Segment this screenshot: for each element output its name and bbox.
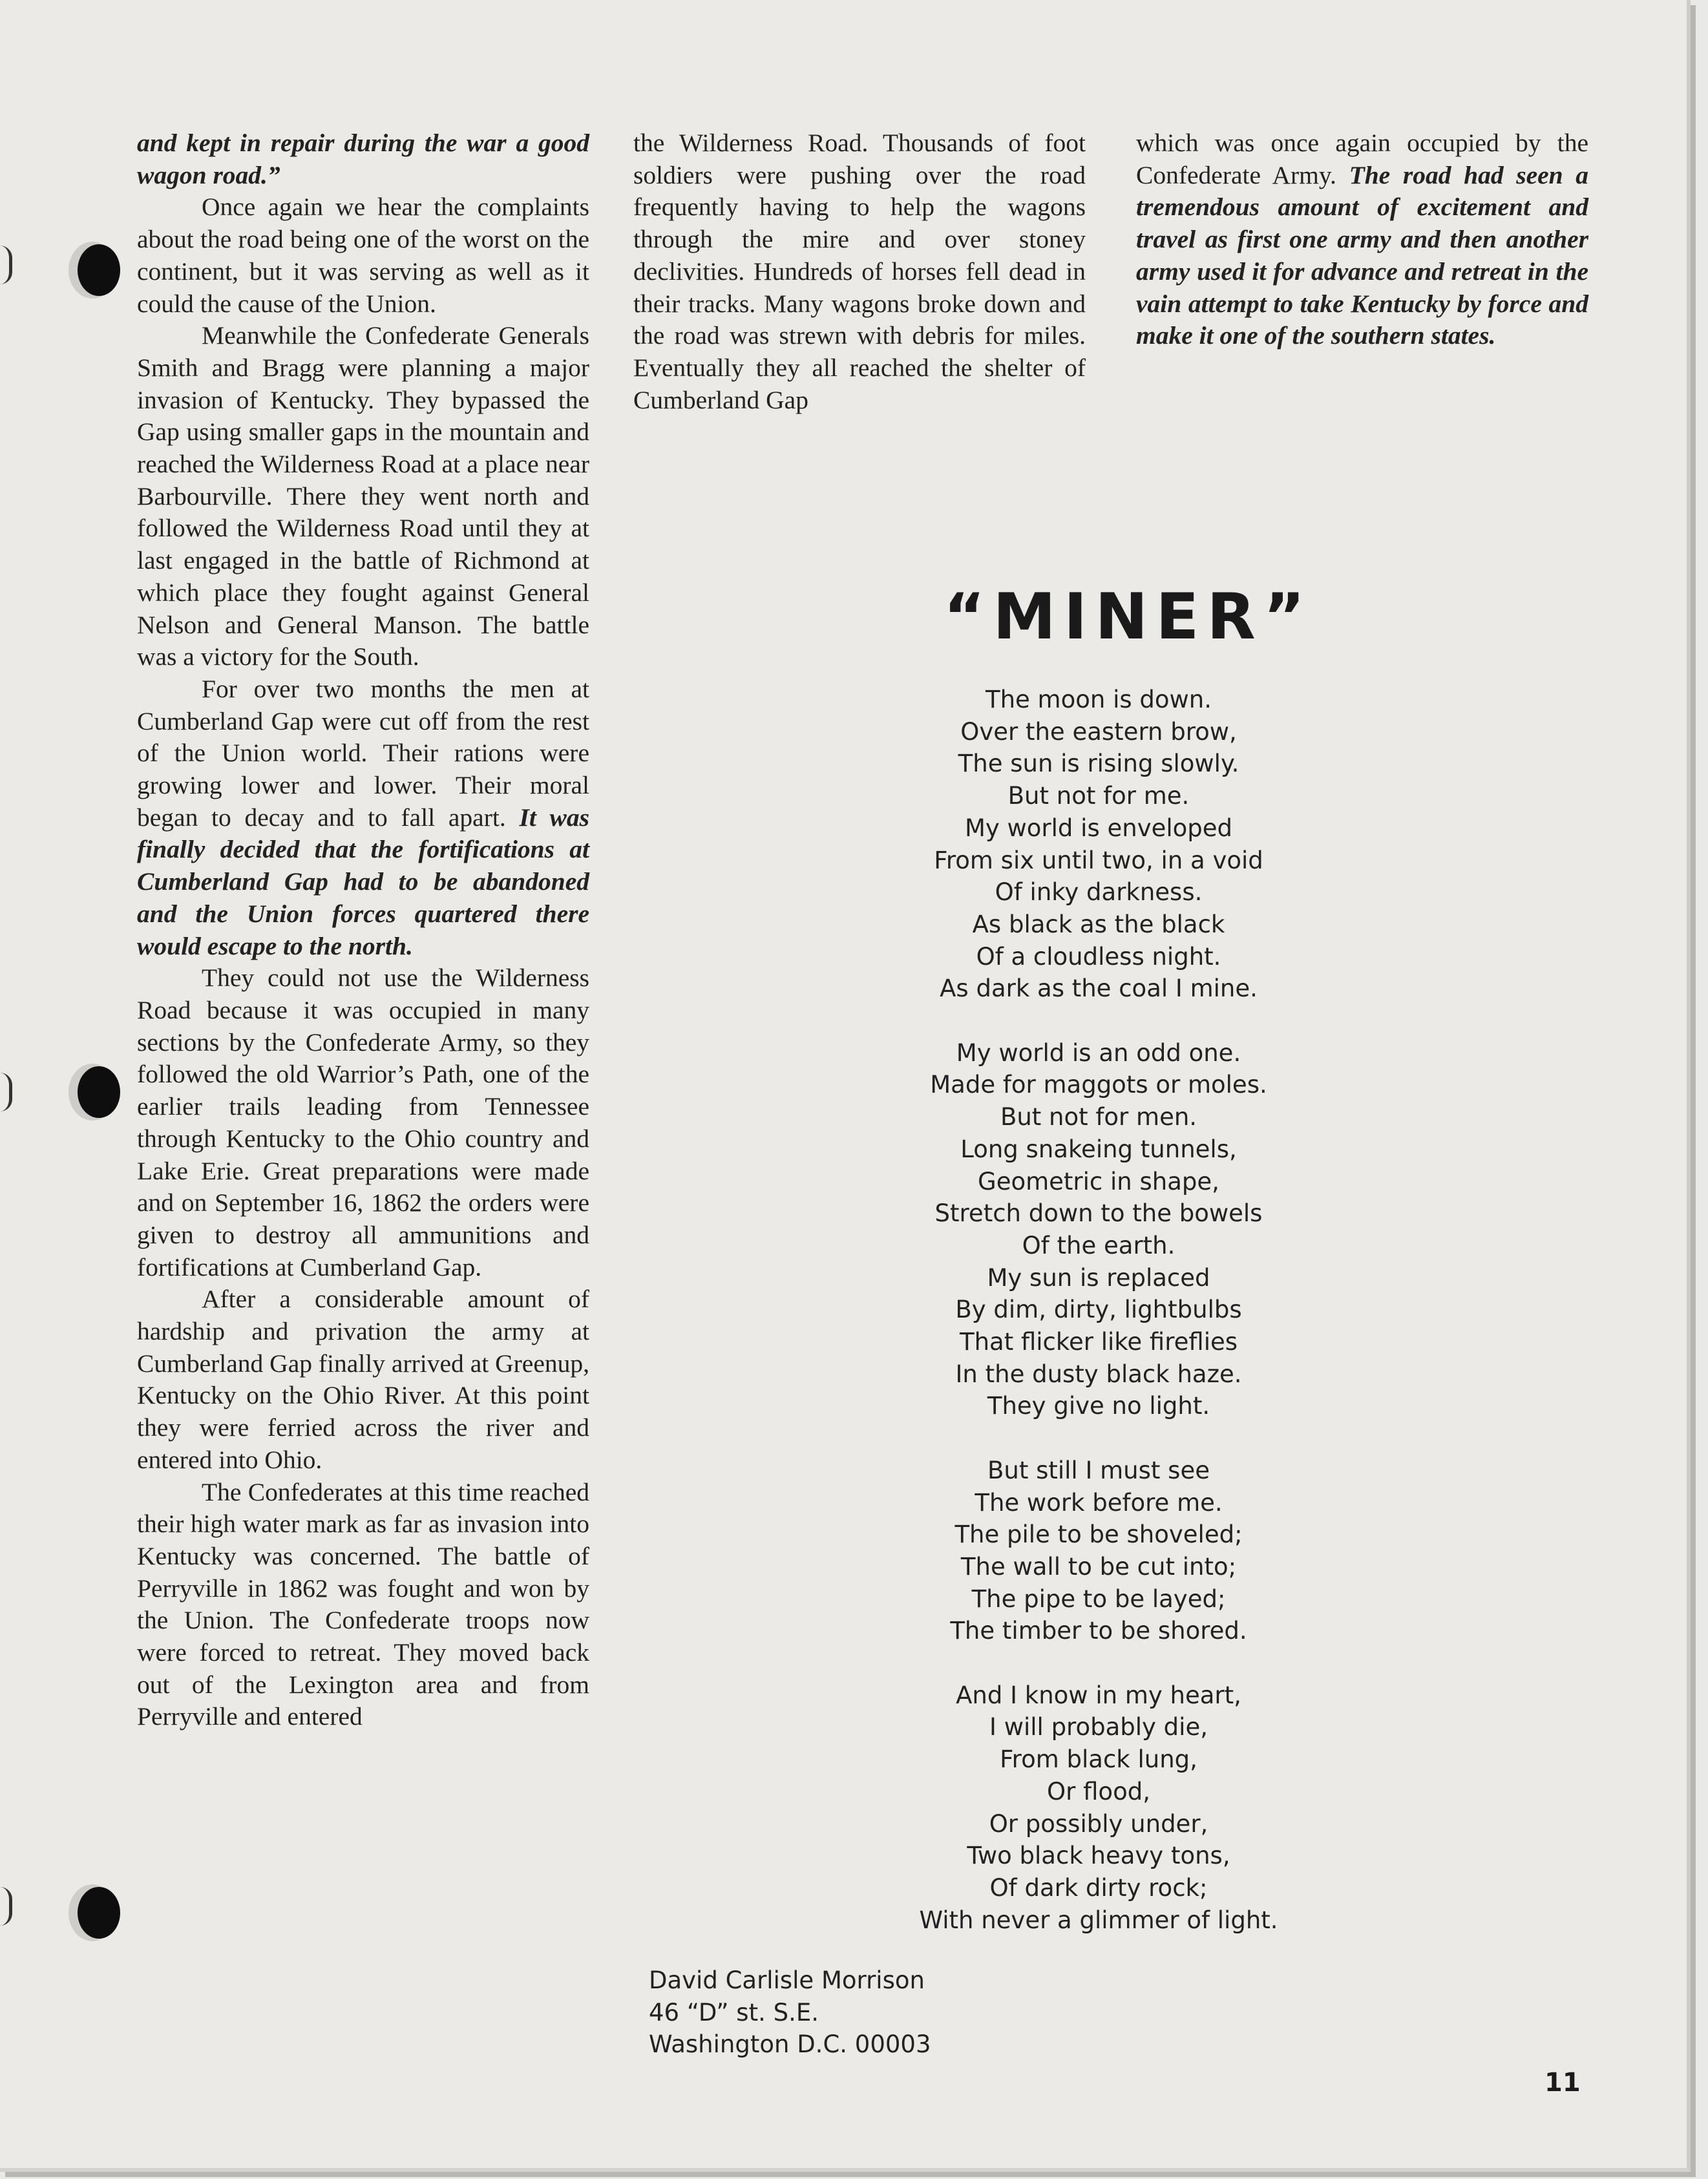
article-paragraph: After a considerable amount of hardship and privation the army at Cumberland Gap finally arrived at Greenup, Kentucky on the Ohio River. At this point they were ferried across the river and entered into Ohio. (137, 1285, 589, 1474)
article-column-3 (1136, 127, 1588, 352)
poem-line: The moon is down. (985, 686, 1212, 713)
poem-line: And I know in my heart, (956, 1681, 1241, 1709)
article-emphasis: It was finally decided that the fortifications at Cumberland Gap had to be abandoned and the Union forces quartered there would escape to the north. (137, 803, 589, 960)
article-paragraph (137, 673, 589, 962)
poem-line: From six until two, in a void (934, 846, 1263, 874)
poem (859, 684, 1338, 1936)
poem-line: In the dusty black haze. (955, 1360, 1242, 1388)
author-block (649, 1964, 1101, 2061)
article-paragraph: The Confederates at this time reached their high water mark as far as invasion into Kentucky was concerned. The battle of Perryville in 1862 was fought and won by the Union. The Confederate troops now were forced to retreat. They moved back out of the Lexington area and from Perryville and entered (137, 1477, 589, 1731)
article-paragraph: and kept in repair during the war a good wagon road.” (137, 129, 589, 189)
poem-line: The sun is rising slowly. (958, 750, 1239, 778)
poem-line: Of dark dirty rock; (989, 1873, 1208, 1902)
poem-line: Two black heavy tons, (967, 1842, 1230, 1870)
poem-line: My sun is replaced (987, 1263, 1210, 1292)
page-edge-mark (0, 246, 12, 284)
poem-line: But not for men. (1000, 1103, 1197, 1132)
poem-line: Geometric in shape, (978, 1167, 1219, 1195)
poem-line: Or flood, (1047, 1777, 1150, 1805)
poem-line: The pipe to be layed; (971, 1584, 1226, 1613)
poem-line: Of the earth. (1022, 1231, 1176, 1259)
poem-line: They give no light. (987, 1392, 1210, 1420)
poem-stanza (859, 1037, 1338, 1422)
poem-title: “MINER” (944, 580, 1313, 654)
poem-line: Or possibly under, (989, 1809, 1208, 1838)
poem-line: My world is enveloped (964, 814, 1233, 842)
poem-line: That flicker like fireflies (959, 1328, 1238, 1356)
poem-line: Of inky darkness. (995, 878, 1203, 907)
poem-line: As dark as the coal I mine. (940, 974, 1258, 1003)
poem-line: With never a glimmer of light. (919, 1906, 1278, 1934)
article-column-2 (633, 127, 1086, 416)
poem-line: Of a cloudless night. (976, 942, 1221, 971)
author-city: Washington D.C. 00003 (649, 2030, 931, 2059)
article-paragraph: They could not use the Wilderness Road because it was occupied in many sections by the Confederate Army, so they followed the old Warrior’s Path, one of the earlier trails leading from Tennessee through Kentucky to the Ohio country and Lake Erie. Great preparations were made and on September 16, 1862 the orders were given to destroy all ammunitions and fortifications at Cumberland Gap. (137, 963, 589, 1281)
article-text: For over two months the men at Cumberland Gap were cut off from the rest of the Union world. Their rations were growing lower and lower. Their moral began to decay and to fall apart. (137, 674, 589, 832)
poem-line: I will probably die, (989, 1713, 1208, 1742)
binder-hole (78, 1066, 120, 1118)
poem-line: Stretch down to the bowels (934, 1199, 1263, 1228)
poem-line: But not for me. (1007, 782, 1190, 810)
article-column-1 (137, 127, 589, 1733)
page-edge-mark (0, 1073, 12, 1111)
poem-line: But still I must see (987, 1456, 1210, 1484)
poem-line: The pile to be shoveled; (954, 1521, 1243, 1549)
article-paragraph: Once again we hear the complaints about the road being one of the worst on the continent, but it was serving as well as it could the cause of the Union. (137, 193, 589, 318)
poem-stanza (859, 684, 1338, 1005)
poem-line: The wall to be cut into; (960, 1552, 1237, 1581)
binder-hole (78, 244, 120, 296)
poem-line: Over the eastern brow, (960, 717, 1237, 746)
poem-line: My world is an odd one. (956, 1038, 1241, 1067)
poem-line: Made for maggots or moles. (930, 1071, 1267, 1099)
article-text: which was once again occupied by the Confederate Army. (1136, 129, 1588, 189)
binder-hole (78, 1887, 120, 1939)
poem-line: As black as the black (972, 910, 1225, 938)
page-number: 11 (1545, 2068, 1581, 2098)
poem-stanza (859, 1679, 1338, 1937)
article-paragraph: the Wilderness Road. Thousands of foot soldiers were pushing over the road frequently having to help the wagons through the mire and over stoney declivities. Hundreds of horses fell dead in their tracks. Many wagons broke down and the road was strewn with debris for miles. Eventually they all reached the shelter of Cumberland Gap (633, 129, 1086, 414)
poem-line: By dim, dirty, lightbulbs (955, 1296, 1242, 1324)
article-paragraph: Meanwhile the Confederate Generals Smith and Bragg were planning a major invasion of Kentucky. They bypassed the Gap using smaller gaps in the mountain and reached the Wilderness Road at a place near Barbourville. There they went north and followed the Wilderness Road until they at last engaged in the battle of Richmond at which place they fought against General Nelson and General Manson. The battle was a victory for the South. (137, 321, 589, 671)
article-emphasis: The road had seen a tremendous amount of excitement and travel as first one army and then another army used it for advance and retreat in the vain attempt to take Kentucky by force and make it one of the southern states. (1136, 160, 1589, 350)
author-name: David Carlisle Morrison (649, 1966, 925, 1994)
page-edge-mark (0, 1887, 12, 1926)
poem-line: Long snakeing tunnels, (960, 1135, 1237, 1163)
article-paragraph (1136, 127, 1588, 352)
poem-line: From black lung, (1000, 1745, 1197, 1774)
poem-line: The timber to be shored. (950, 1617, 1247, 1645)
poem-stanza (859, 1455, 1338, 1647)
poem-line: The work before me. (975, 1488, 1223, 1517)
author-street: 46 “D” st. S.E. (649, 1998, 819, 2026)
